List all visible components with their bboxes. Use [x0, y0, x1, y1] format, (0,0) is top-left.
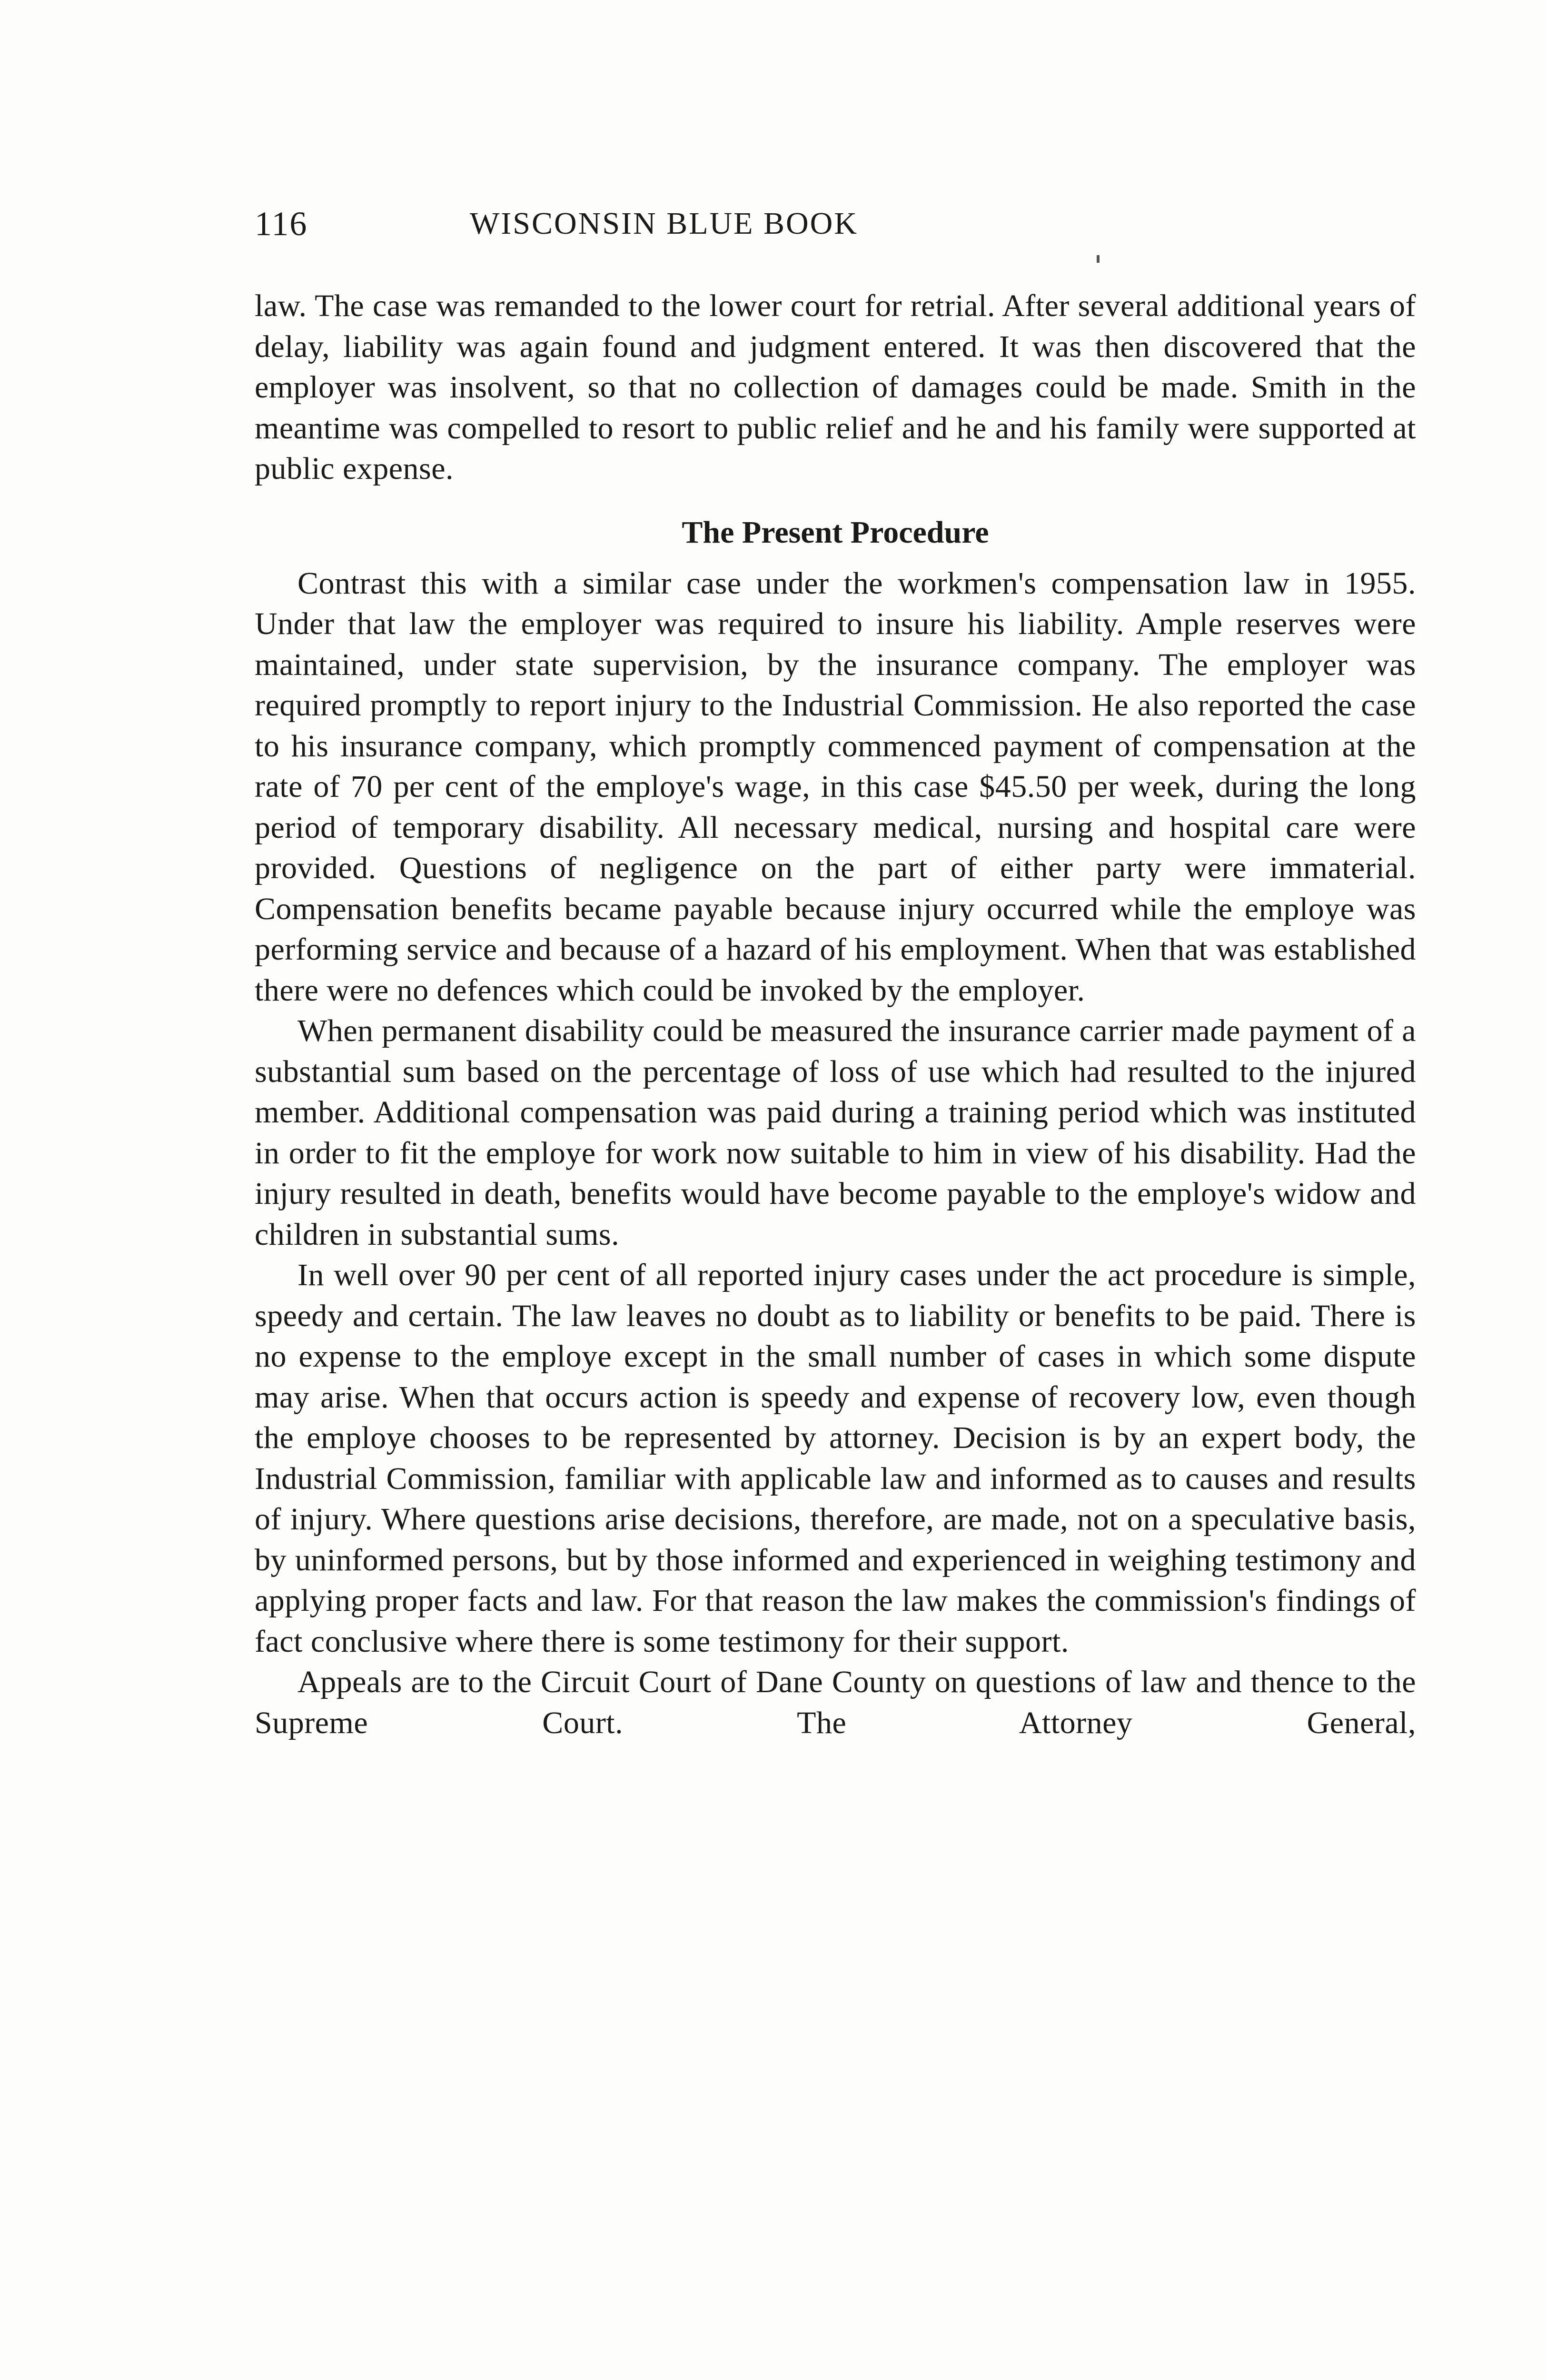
running-head: WISCONSIN BLUE BOOK — [470, 206, 858, 241]
paragraph: When permanent disability could be measured the insurance carrier made payment of a substantial sum based on the percentage of loss of use which had resulted to the injured member. Additional compensation was paid during a training period which was instituted in order to fit the employe for work now suitable to him in view of his disability. Had the injury resulted in death, benefits would have become payable to the employe's widow and children in substantial sums. — [255, 1013, 1416, 1252]
page-header — [255, 200, 1073, 248]
body-text — [255, 286, 1416, 1743]
paragraph-continues: Appeals are to the Circuit Court of Dane County on questions of law and thence to the Supreme Court. The Attorney General, — [255, 1665, 1416, 1740]
paragraph: Contrast this with a similar case under the workmen's compensation law in 1955. Under that law the employer was required to insure his liability. Ample reserves were maintained, under state supervision, by the insurance company. The employer was required promptly to report injury to the Industrial Commission. He also reported the case to his insurance company, which promptly commenced payment of compensation at the rate of 70 per cent of the employe's wage, in this case $45.50 per week, during the long period of temporary disability. All necessary medical, nursing and hospital care were provided. Questions of negligence on the part of either party were immaterial. Compensation benefits became payable because injury occurred while the employe was performing service and because of a hazard of his employment. When that was established there were no defences which could be invoked by the employer. — [255, 565, 1416, 1008]
section-heading: The Present Procedure — [682, 515, 989, 550]
paragraph: In well over 90 per cent of all reported injury cases under the act procedure is simple, speedy and certain. The law leaves no doubt as to liability or benefits to be paid. There is no expense to the employe except in the small number of cases in which some dispute may arise. When that occurs action is speedy and expense of recovery low, even though the employe chooses to be represented by attorney. Decision is by an expert body, the Industrial Commission, familiar with applicable law and informed as to causes and results of injury. Where questions arise decisions, therefore, are made, not on a speculative basis, by uninformed persons, but by those informed and experienced in weighing testimony and applying proper facts and law. For that reason the law makes the commission's findings of fact conclusive where there is some testimony for their support. — [255, 1258, 1416, 1659]
stray-print-mark — [1097, 255, 1100, 263]
page-number: 116 — [255, 205, 308, 243]
paragraph-continuation: law. The case was remanded to the lower court for retrial. After several additional years of delay, liability was again found and judgment entered. It was then discovered that the employer was insolvent, so that no collection of damages could be made. Smith in the meantime was compelled to resort to public relief and he and his family were supported at public expense. — [255, 288, 1416, 486]
